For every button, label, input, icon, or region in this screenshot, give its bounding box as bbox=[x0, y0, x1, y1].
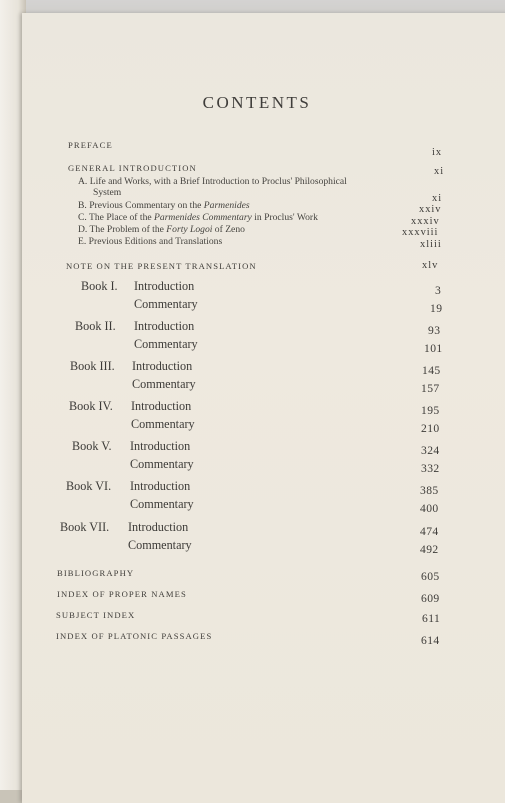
book-introduction-page: 385 bbox=[420, 484, 439, 497]
book-label: Book II. bbox=[75, 319, 116, 333]
book-introduction-page: 3 bbox=[435, 284, 442, 297]
book-introduction: Introduction bbox=[131, 399, 192, 413]
toc-general-introduction: GENERAL INTRODUCTION bbox=[68, 163, 197, 173]
book-label: Book VII. bbox=[60, 520, 110, 534]
toc-sub-b-page: xxiv bbox=[419, 204, 442, 215]
toc-sub-d-page: xxxviii bbox=[402, 227, 439, 238]
toc-sub-c-page: xxxiv bbox=[411, 216, 440, 227]
book-commentary-page: 492 bbox=[420, 543, 439, 556]
toc-bibliography-page: 605 bbox=[421, 570, 440, 583]
toc-sub-c: C. The Place of the Parmenides Commentary in Proclus' Work bbox=[78, 212, 318, 223]
book-commentary: Commentary bbox=[134, 337, 198, 351]
book-commentary: Commentary bbox=[131, 417, 195, 431]
book-introduction: Introduction bbox=[130, 479, 191, 493]
book-commentary-page: 332 bbox=[421, 462, 440, 475]
book-introduction: Introduction bbox=[132, 359, 193, 373]
book-page bbox=[22, 13, 505, 803]
toc-subject-index: SUBJECT INDEX bbox=[56, 610, 136, 620]
book-label: Book I. bbox=[81, 279, 118, 293]
book-label: Book V. bbox=[72, 439, 112, 453]
toc-sub-e: E. Previous Editions and Translations bbox=[78, 236, 223, 247]
toc-sub-b: B. Previous Commentary on the Parmenides bbox=[78, 200, 250, 211]
book-label: Book VI. bbox=[66, 479, 112, 493]
book-commentary: Commentary bbox=[130, 457, 194, 471]
book-introduction: Introduction bbox=[134, 279, 195, 293]
toc-bibliography: BIBLIOGRAPHY bbox=[57, 568, 135, 578]
toc-subject-index-page: 611 bbox=[422, 612, 441, 625]
book-introduction: Introduction bbox=[128, 520, 189, 534]
book-introduction: Introduction bbox=[134, 319, 195, 333]
page-title: CONTENTS bbox=[202, 93, 312, 112]
book-label: Book IV. bbox=[69, 399, 113, 413]
book-introduction: Introduction bbox=[130, 439, 191, 453]
book-label: Book III. bbox=[70, 359, 115, 373]
toc-index-proper-names-page: 609 bbox=[421, 592, 440, 605]
book-commentary-page: 210 bbox=[421, 422, 440, 435]
book-commentary-page: 157 bbox=[421, 382, 440, 395]
book-commentary: Commentary bbox=[128, 538, 192, 552]
toc-sub-a-page: xi bbox=[432, 193, 443, 204]
toc-general-introduction-page: xi bbox=[434, 166, 445, 177]
toc-index-proper-names: INDEX OF PROPER NAMES bbox=[57, 589, 187, 599]
book-commentary-page: 19 bbox=[430, 302, 443, 315]
book-introduction-page: 145 bbox=[422, 364, 441, 377]
toc-preface: PREFACE bbox=[68, 140, 113, 150]
toc-sub-d: D. The Problem of the Forty Logoi of Zeno bbox=[78, 224, 245, 235]
toc-note: NOTE ON THE PRESENT TRANSLATION bbox=[66, 261, 257, 271]
toc-preface-page: ix bbox=[432, 147, 443, 158]
toc-sub-a-line2: System bbox=[93, 187, 122, 198]
toc-note-page: xlv bbox=[422, 260, 439, 271]
book-commentary: Commentary bbox=[132, 377, 196, 391]
book-commentary: Commentary bbox=[134, 297, 198, 311]
toc-sub-a-line1: A. Life and Works, with a Brief Introduction to Proclus' Philosophical bbox=[78, 176, 347, 187]
toc-index-platonic-passages-page: 614 bbox=[421, 634, 440, 647]
toc-sub-e-page: xliii bbox=[420, 239, 442, 250]
book-introduction-page: 324 bbox=[421, 444, 440, 457]
book-introduction-page: 474 bbox=[420, 525, 439, 538]
toc-index-platonic-passages: INDEX OF PLATONIC PASSAGES bbox=[56, 631, 213, 641]
book-commentary-page: 400 bbox=[420, 502, 439, 515]
book-commentary-page: 101 bbox=[424, 342, 443, 355]
book-introduction-page: 195 bbox=[421, 404, 440, 417]
book-commentary: Commentary bbox=[130, 497, 194, 511]
book-introduction-page: 93 bbox=[428, 324, 441, 337]
